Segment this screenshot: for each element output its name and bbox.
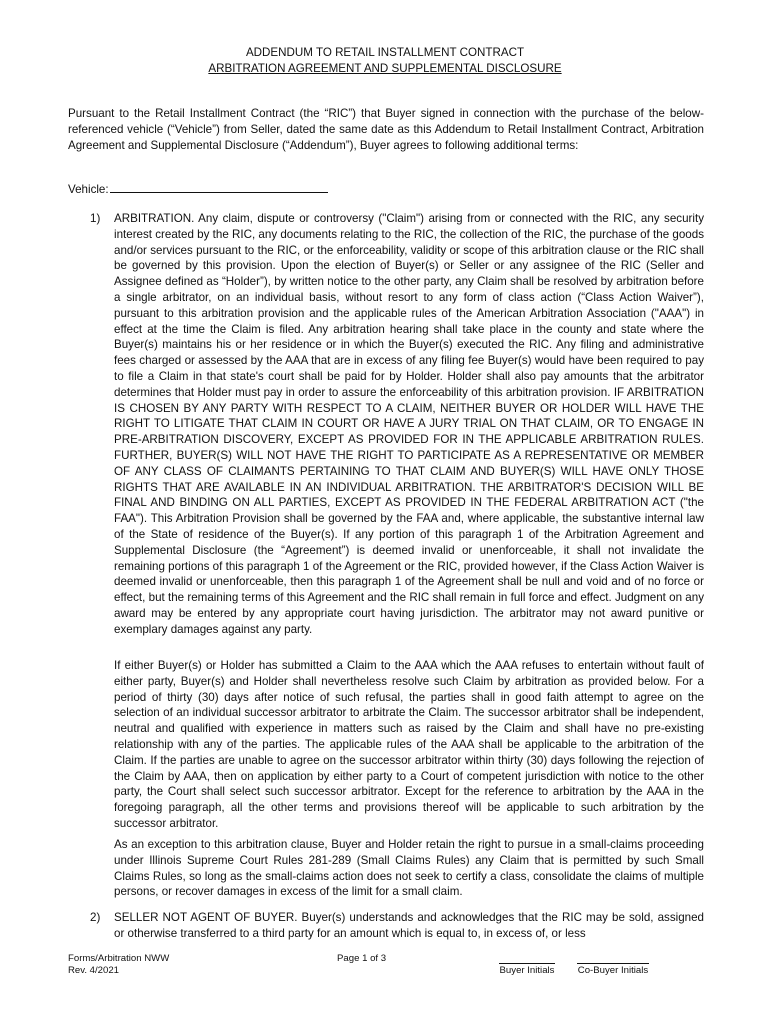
vehicle-blank-line bbox=[110, 180, 328, 193]
footer-form-info bbox=[68, 953, 169, 976]
vehicle-label: Vehicle: bbox=[68, 183, 109, 196]
cobuyer-initials-field[interactable] bbox=[574, 953, 652, 977]
section-1-number: 1) bbox=[90, 212, 101, 225]
section-2-number: 2) bbox=[90, 911, 101, 924]
page-number: Page 1 of 3 bbox=[337, 953, 387, 964]
vehicle-field bbox=[68, 180, 328, 198]
document-title: ADDENDUM TO RETAIL INSTALLMENT CONTRACT bbox=[245, 46, 525, 59]
section-1-paragraph-2: If either Buyer(s) or Holder has submitted a Claim to the AAA which the AAA refuses to entertain without fault of either party, Buyer(s) and Holder shall nevertheless resolve such Claim by arbitration as provided below. For a period of thirty (30) days after notice of such refusal, the parties shall in good faith attempt to agree on the selection of an individual successor arbitrator to arbitrate the Claim. The successor arbitrator shall be independent, neutral and qualified with experience in matters such as raised by the Claim and shall have no pre-existing relationship with any of the parties. The applicable rules of the AAA shall be applicable to the arbitration of the Claim. If the parties are unable to agree on the successor arbitrator within thirty (30) days following the rejection of the Claim by AAA, then on application by either party to a Court of competent jurisdiction with notice to the other party, the Court shall select such successor arbitrator. Except for the reference to arbitration by the AAA in the foregoing paragraph, all the other terms and provisions thereof will be applicable to such arbitration by the successor arbitrator. bbox=[114, 659, 704, 830]
footer-form-name: Forms/Arbitration NWW bbox=[68, 953, 170, 964]
buyer-initials-line[interactable] bbox=[499, 953, 555, 964]
footer-revision: Rev. 4/2021 bbox=[68, 964, 120, 976]
cobuyer-initials-label: Co-Buyer Initials bbox=[577, 965, 649, 976]
cobuyer-initials-line[interactable] bbox=[577, 953, 649, 964]
section-1-paragraph-3: As an exception to this arbitration clause, Buyer and Holder retain the right to pursue in a small-claims proceeding under Illinois Supreme Court Rules 281-289 (Small Claims Rules) any Claim that is permitted by such Small Claims Rules, so long as the small-claims action does not seek to certify a class, consolidate the claims of multiple persons, or recover damages in excess of the limit for a small claim. bbox=[114, 838, 704, 899]
buyer-initials-field[interactable] bbox=[497, 953, 557, 977]
intro-paragraph: Pursuant to the Retail Installment Contract (the “RIC”) that Buyer signed in connection with the purchase of the below-referenced vehicle (“Vehicle”) from Seller, dated the same date as this Addendum to Retail Installment Contract, Arbitration Agreement and Supplemental Disclosure (“Addendum”), Buyer agrees to following additional terms: bbox=[68, 107, 704, 152]
document-subtitle: ARBITRATION AGREEMENT AND SUPPLEMENTAL DISCLOSURE bbox=[208, 62, 562, 75]
section-2-paragraph-1: SELLER NOT AGENT OF BUYER. Buyer(s) understands and acknowledges that the RIC may be sold, assigned or otherwise transferred to a third party for an amount which is equal to, in excess of, or less bbox=[114, 911, 704, 940]
buyer-initials-label: Buyer Initials bbox=[499, 965, 555, 976]
section-1-paragraph-1: ARBITRATION. Any claim, dispute or controversy ("Claim") arising from or connected with the RIC, any security interest created by the RIC, any documents relating to the RIC, the collection of the RIC, the purchase of the goods and/or services pursuant to the RIC, or the enforceability, validity or scope of this arbitration clause or the RIC shall be governed by this provision. Upon the election of Buyer(s) or Seller or any assignee of the RIC (Seller and Assignee defined as “Holder”), by written notice to the other party, any Claim shall be resolved by arbitration before a single arbitrator, on an individual basis, without resort to any form of class action (“Class Action Waiver”), pursuant to this arbitration provision and the applicable rules of the American Arbitration Association ("AAA") in effect at the time the Claim is filed. Any arbitration hearing shall take place in the county and state where the Buyer(s) maintains his or her residence or in which the Buyer(s) executed the RIC. Any filing and administrative fees charged or assessed by the AAA that are in excess of any filing fee Buyer(s) would have been required to pay to file a Claim in that state's court shall be paid for by Holder. Holder shall also pay amounts that the arbitrator determines that Holder must pay in order to assure the enforceability of this arbitration provision. IF ARBITRATION IS CHOSEN BY ANY PARTY WITH RESPECT TO A CLAIM, NEITHER BUYER OR HOLDER WILL HAVE THE RIGHT TO LITIGATE THAT CLAIM IN COURT OR HAVE A JURY TRIAL ON THAT CLAIM, OR TO ENGAGE IN PRE-ARBITRATION DISCOVERY, EXCEPT AS PROVIDED FOR IN THE APPLICABLE ARBITRATION RULES. FURTHER, BUYER(S) WILL NOT HAVE THE RIGHT TO PARTICIPATE AS A REPRESENTATIVE OR MEMBER OF ANY CLASS OF CLAIMANTS PERTAINING TO THAT CLAIM AND BUYER(S) WILL HAVE ONLY THOSE RIGHTS THAT ARE AVAILABLE IN AN INDIVIDUAL ARBITRATION. THE ARBITRATOR'S DECISION WILL BE FINAL AND BINDING ON ALL PARTIES, EXCEPT AS PROVIDED IN THE FEDERAL ARBITRATION ACT ("the FAA"). This Arbitration Provision shall be governed by the FAA and, where applicable, the substantive internal law of the State of residence of the Buyer(s). If any portion of this paragraph 1 of the Arbitration Agreement and Supplemental Disclosure (the “Agreement”) is deemed invalid or unenforceable, it shall not invalidate the remaining portions of this paragraph 1 of the Agreement or the RIC, provided however, if the Class Action Waiver is deemed invalid or unenforceable, then this paragraph 1 of the Agreement shall be null and void and of no force or effect, but the remaining terms of this Agreement and the RIC shall remain in full force and effect. Judgment on any award may be entered by any appropriate court having jurisdiction. The arbitrator may not award punitive or exemplary damages against any party. bbox=[114, 212, 704, 636]
